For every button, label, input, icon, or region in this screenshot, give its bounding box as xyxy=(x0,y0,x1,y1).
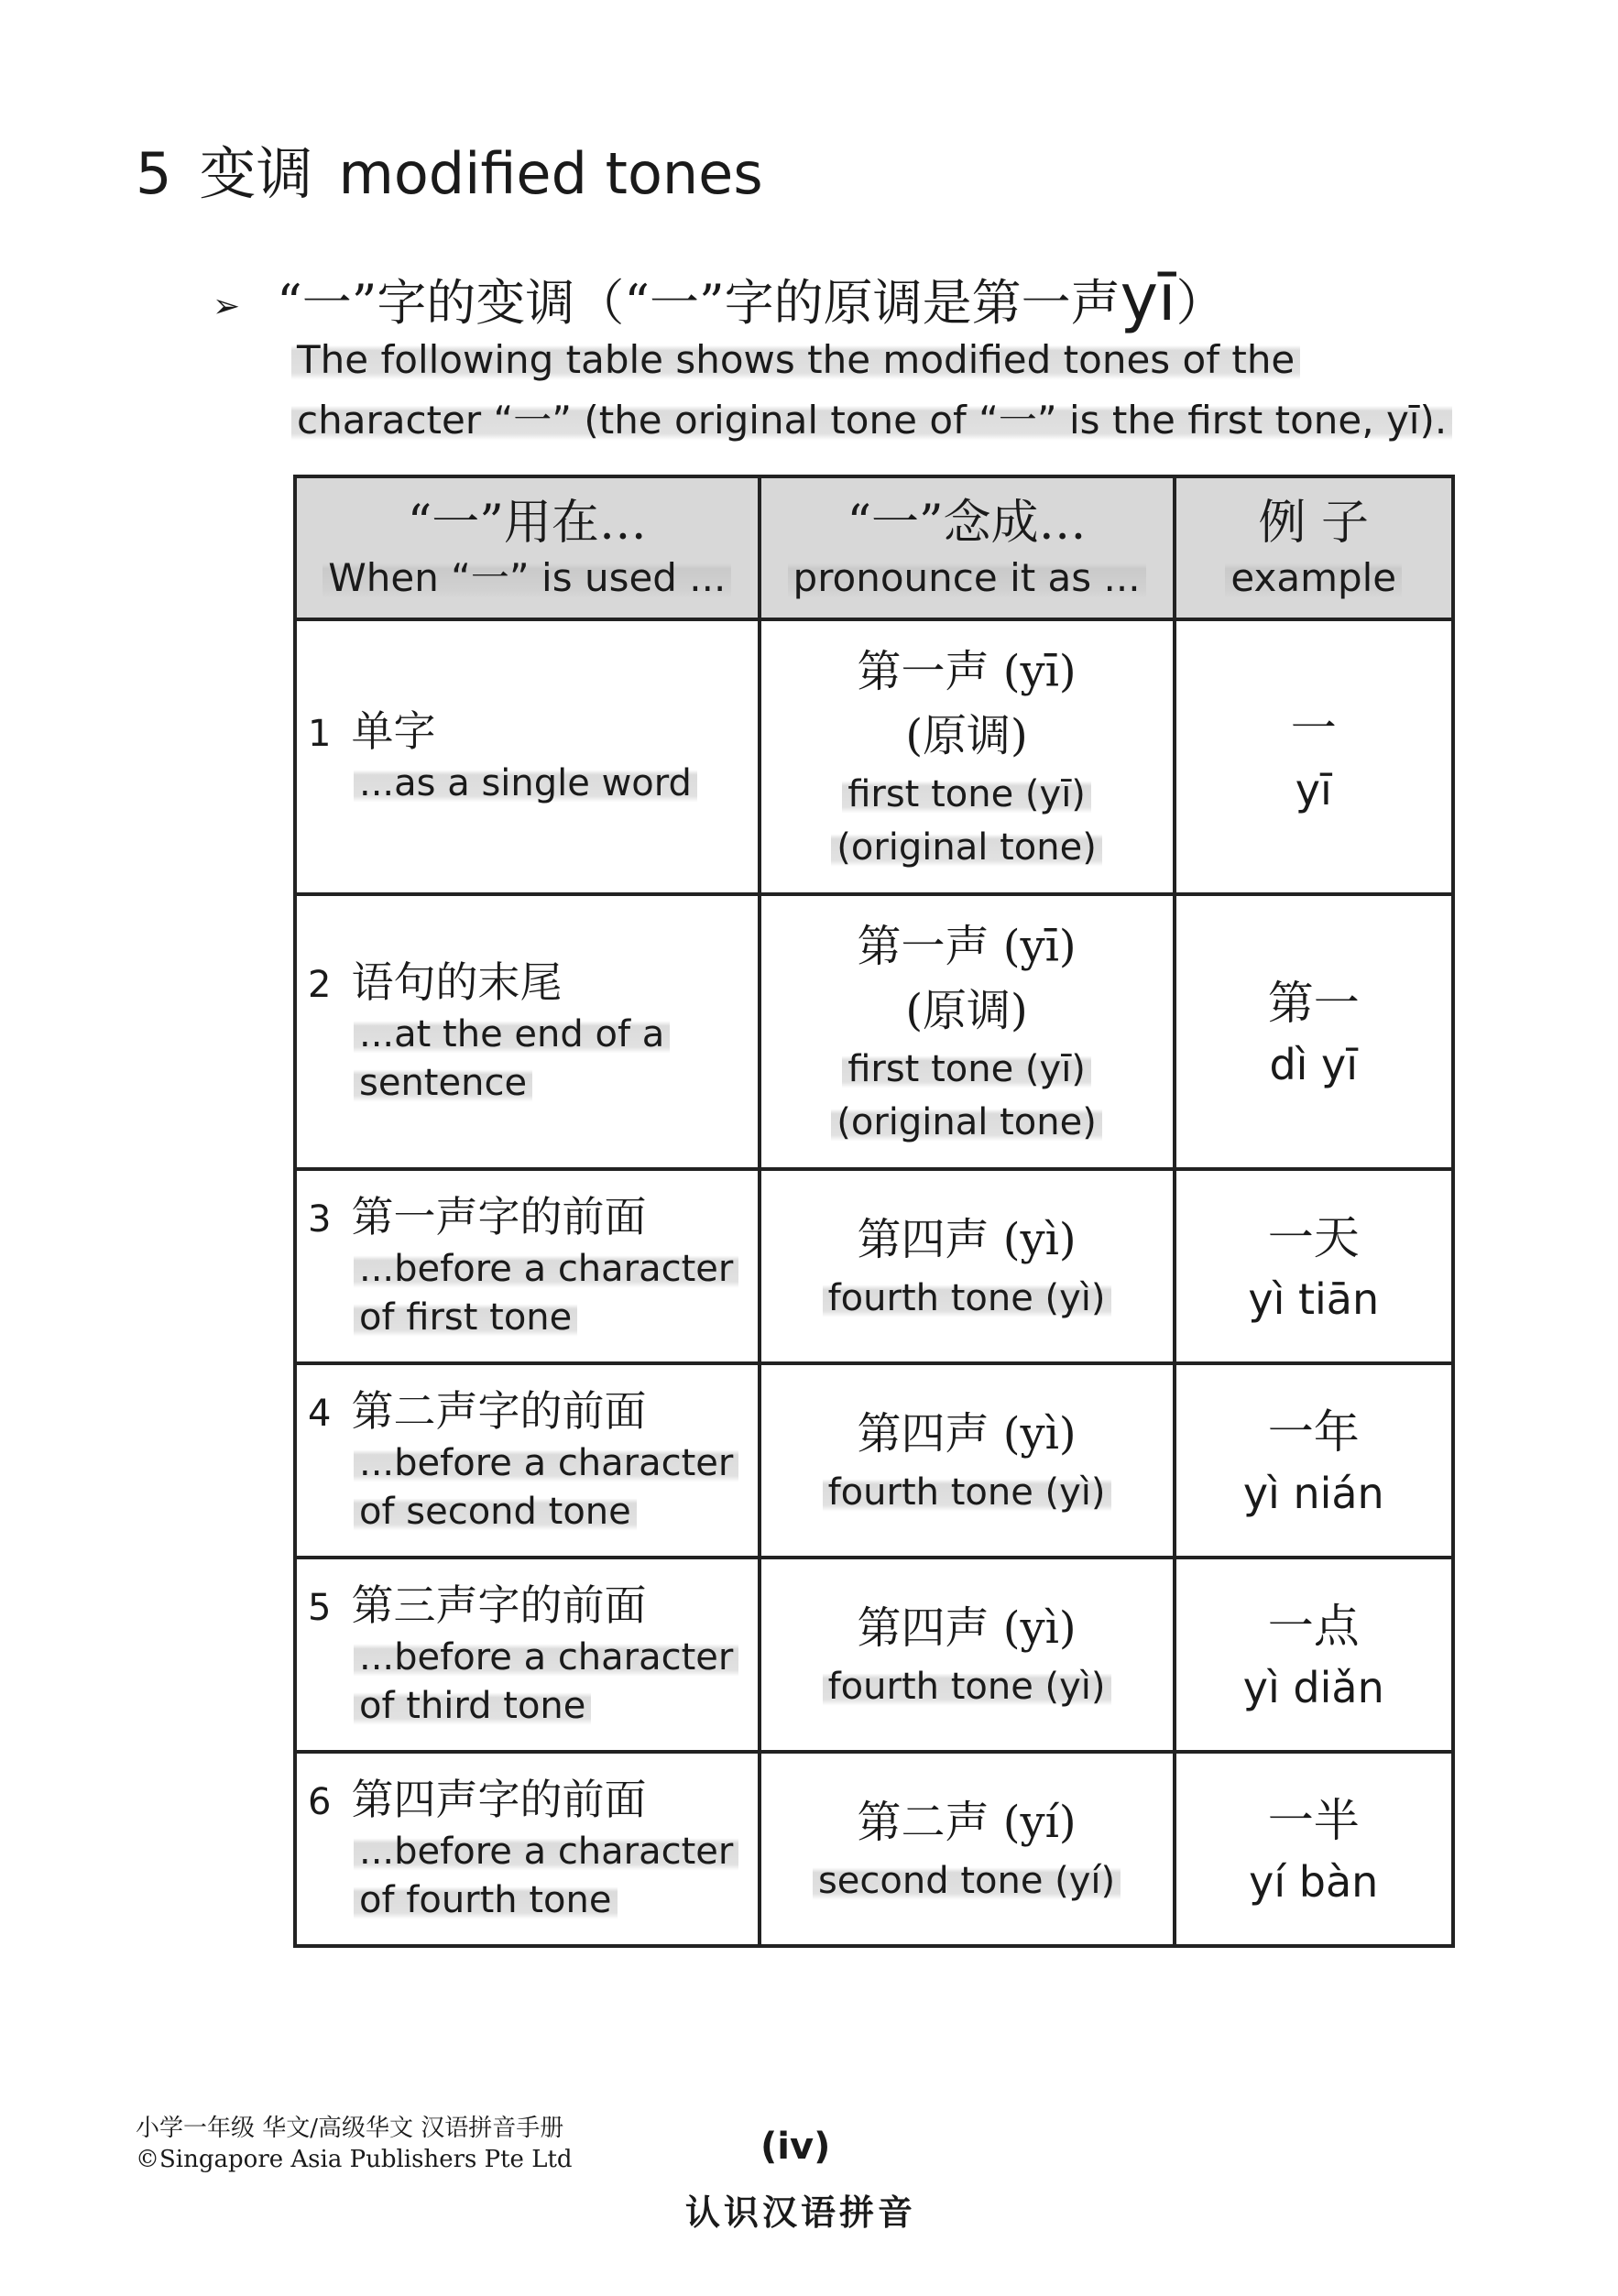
section-title-zh: 变调 xyxy=(199,140,313,207)
table-row xyxy=(295,1558,1453,1752)
pronunciation-en: second tone (yí) xyxy=(813,1860,1121,1902)
condition-cell xyxy=(295,1558,760,1752)
footer-copyright: ©Singapore Asia Publishers Pte Ltd xyxy=(136,2146,573,2173)
bullet-heading-zh: “一”字的变调（“一”字的原调是第一声 xyxy=(277,274,1121,332)
condition-cell xyxy=(295,1169,760,1363)
condition-zh: 第四声字的前面 xyxy=(351,1774,647,1824)
condition-en: ...before a character of second tone xyxy=(354,1442,738,1533)
table-row xyxy=(295,894,1453,1169)
condition-cell xyxy=(295,1752,760,1946)
pronunciation-en: first tone (yī) xyxy=(842,773,1091,815)
pronunciation-cell xyxy=(760,1363,1175,1558)
condition-en: ...before a character of first tone xyxy=(354,1248,738,1339)
table-header-row xyxy=(295,476,1453,619)
condition-zh: 第二声字的前面 xyxy=(351,1385,647,1436)
intro-text: The following table shows the modified tones of the character “一” (the original tone of “一” is the first tone, yī). xyxy=(291,337,1452,443)
header-example-zh: 例 子 xyxy=(1258,496,1370,551)
example-cell xyxy=(1175,1363,1453,1558)
table-row xyxy=(295,1752,1453,1946)
section-number: 5 xyxy=(136,140,172,207)
row-number: 4 xyxy=(308,1392,332,1435)
condition-en: ...before a character of third tone xyxy=(354,1636,738,1727)
row-number: 6 xyxy=(308,1780,332,1823)
header-pronounce xyxy=(760,476,1175,619)
header-example xyxy=(1175,476,1453,619)
condition-en: ...before a character of fourth tone xyxy=(354,1831,738,1921)
example-zh: 第一 xyxy=(1267,977,1360,1030)
example-zh: 一天 xyxy=(1267,1211,1360,1264)
condition-en: ...at the end of a sentence xyxy=(354,1013,670,1104)
example-cell xyxy=(1175,1752,1453,1946)
condition-cell xyxy=(295,619,760,894)
example-pinyin: yì nián xyxy=(1242,1469,1384,1518)
example-pinyin: dì yī xyxy=(1269,1040,1359,1089)
pronunciation-en-note: (original tone) xyxy=(831,826,1102,869)
condition-zh: 第一声字的前面 xyxy=(351,1191,647,1241)
condition-cell xyxy=(295,894,760,1169)
condition-en: ...as a single word xyxy=(354,762,697,804)
pronunciation-en: first tone (yī) xyxy=(842,1048,1091,1090)
pronunciation-en: fourth tone (yì) xyxy=(823,1666,1111,1708)
example-zh: 一半 xyxy=(1267,1794,1360,1847)
example-pinyin: yì tiān xyxy=(1248,1274,1380,1324)
example-pinyin: yí bàn xyxy=(1249,1857,1379,1907)
example-zh: 一 xyxy=(1290,702,1337,755)
arrow-bullet-icon: ➢ xyxy=(213,288,241,325)
header-pronounce-zh: “一”念成… xyxy=(847,496,1087,551)
pronunciation-cell xyxy=(760,894,1175,1169)
pronunciation-zh: 第二声 (yí) xyxy=(857,1797,1077,1848)
bullet-heading-close: ） xyxy=(1175,274,1226,332)
pronunciation-en: fourth tone (yì) xyxy=(823,1471,1111,1514)
header-example-en: example xyxy=(1225,555,1402,600)
condition-zh: 语句的末尾 xyxy=(351,957,563,1007)
bullet-heading-pinyin: yī xyxy=(1120,260,1176,335)
pronunciation-zh: 第四声 (yì) xyxy=(857,1408,1077,1460)
pronunciation-en: fourth tone (yì) xyxy=(823,1277,1111,1319)
pronunciation-zh: 第四声 (yì) xyxy=(857,1602,1077,1654)
intro-paragraph xyxy=(291,330,1473,451)
row-number: 2 xyxy=(308,963,332,1006)
pronunciation-zh: 第一声 (yī) xyxy=(857,646,1077,697)
example-cell xyxy=(1175,1558,1453,1752)
example-zh: 一年 xyxy=(1267,1405,1360,1459)
header-pronounce-en: pronounce it as ... xyxy=(788,555,1146,600)
pronunciation-cell xyxy=(760,619,1175,894)
row-number: 1 xyxy=(308,713,332,755)
condition-zh: 单字 xyxy=(351,706,436,756)
page-number: (iv) xyxy=(760,2126,831,2168)
header-used-en: When “一” is used ... xyxy=(323,555,731,600)
example-zh: 一点 xyxy=(1267,1600,1360,1653)
pronunciation-cell xyxy=(760,1558,1175,1752)
pronunciation-zh-note: (原调) xyxy=(905,710,1028,761)
row-number: 5 xyxy=(308,1586,332,1629)
footer-book-title: 小学一年级 华文/高级华文 汉语拼音手册 xyxy=(136,2115,564,2142)
header-used-zh: “一”用在… xyxy=(407,496,647,551)
condition-zh: 第三声字的前面 xyxy=(351,1580,647,1630)
footer-publisher xyxy=(136,2113,573,2175)
pronunciation-en-note: (original tone) xyxy=(831,1101,1102,1143)
table-row xyxy=(295,1363,1453,1558)
pronunciation-cell xyxy=(760,1169,1175,1363)
table-row xyxy=(295,619,1453,894)
example-pinyin: yī xyxy=(1295,765,1332,815)
example-cell xyxy=(1175,894,1453,1169)
example-cell xyxy=(1175,1169,1453,1363)
section-title xyxy=(136,137,763,211)
tone-table xyxy=(293,475,1455,1948)
footer-subtitle: 认识汉语拼音 xyxy=(685,2192,917,2233)
example-cell xyxy=(1175,619,1453,894)
example-pinyin: yì diǎn xyxy=(1242,1663,1384,1712)
pronunciation-cell xyxy=(760,1752,1175,1946)
condition-cell xyxy=(295,1363,760,1558)
row-number: 3 xyxy=(308,1197,332,1241)
pronunciation-zh: 第一声 (yī) xyxy=(857,921,1077,972)
header-used xyxy=(295,476,760,619)
table-row xyxy=(295,1169,1453,1363)
section-title-en: modified tones xyxy=(338,140,763,207)
pronunciation-zh-note: (原调) xyxy=(905,985,1028,1036)
pronunciation-zh: 第四声 (yì) xyxy=(857,1214,1077,1265)
